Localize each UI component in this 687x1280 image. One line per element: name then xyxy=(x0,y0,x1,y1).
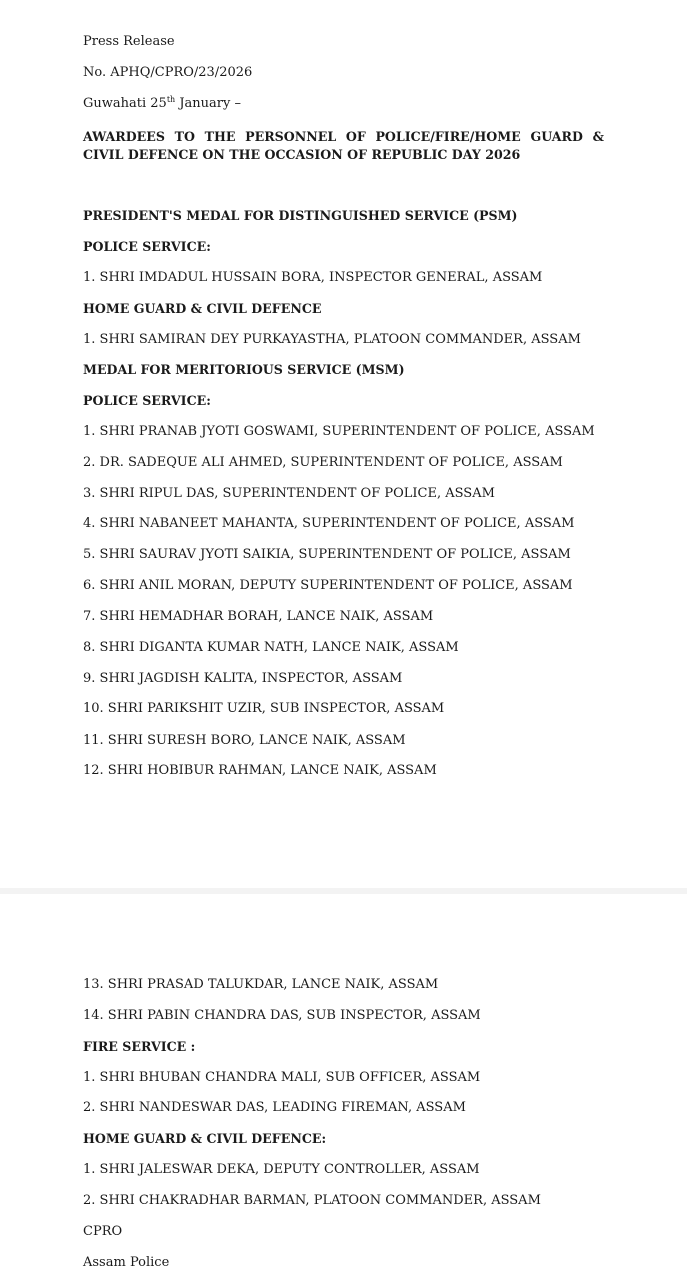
msm-homeguard-heading: HOME GUARD & CIVIL DEFENCE: xyxy=(83,1131,327,1146)
list-item: 1. SHRI PRANAB JYOTI GOSWAMI, SUPERINTENDENT OF POLICE, ASSAM xyxy=(83,424,595,439)
date-superscript: th xyxy=(166,95,176,104)
list-item: 8. SHRI DIGANTA KUMAR NATH, LANCE NAIK, ASSAM xyxy=(83,640,459,655)
signature-org: Assam Police xyxy=(83,1255,170,1270)
list-item: 11. SHRI SURESH BORO, LANCE NAIK, ASSAM xyxy=(83,733,406,748)
release-number: No. APHQ/CPRO/23/2026 xyxy=(83,65,253,80)
list-item: 5. SHRI SAURAV JYOTI SAIKIA, SUPERINTENDENT OF POLICE, ASSAM xyxy=(83,547,571,562)
signature-office: CPRO xyxy=(83,1224,123,1239)
list-item: 4. SHRI NABANEET MAHANTA, SUPERINTENDENT OF POLICE, ASSAM xyxy=(83,516,575,531)
psm-homeguard-heading: HOME GUARD & CIVIL DEFENCE xyxy=(83,301,322,316)
list-item: 6. SHRI ANIL MORAN, DEPUTY SUPERINTENDENT OF POLICE, ASSAM xyxy=(83,578,573,593)
list-item: 7. SHRI HEMADHAR BORAH, LANCE NAIK, ASSAM xyxy=(83,609,434,624)
list-item: 12. SHRI HOBIBUR RAHMAN, LANCE NAIK, ASSAM xyxy=(83,763,437,778)
psm-police-heading: POLICE SERVICE: xyxy=(83,239,211,254)
list-item: 3. SHRI RIPUL DAS, SUPERINTENDENT OF POLICE, ASSAM xyxy=(83,486,495,501)
list-item: 10. SHRI PARIKSHIT UZIR, SUB INSPECTOR, ASSAM xyxy=(83,701,445,716)
fire-service-heading: FIRE SERVICE : xyxy=(83,1039,196,1054)
msm-police-heading: POLICE SERVICE: xyxy=(83,393,211,408)
document-page-2 xyxy=(0,894,687,1280)
list-item: 1. SHRI IMDADUL HUSSAIN BORA, INSPECTOR GENERAL, ASSAM xyxy=(83,270,543,285)
press-release-label: Press Release xyxy=(83,34,175,49)
list-item: 2. DR. SADEQUE ALI AHMED, SUPERINTENDENT OF POLICE, ASSAM xyxy=(83,455,563,470)
psm-heading: PRESIDENT'S MEDAL FOR DISTINGUISHED SERVICE (PSM) xyxy=(83,208,518,223)
list-item: 1. SHRI SAMIRAN DEY PURKAYASTHA, PLATOON COMMANDER, ASSAM xyxy=(83,332,581,347)
msm-heading: MEDAL FOR MERITORIOUS SERVICE (MSM) xyxy=(83,362,405,377)
list-item: 1. SHRI BHUBAN CHANDRA MALI, SUB OFFICER, ASSAM xyxy=(83,1070,481,1085)
document-title: AWARDEES TO THE PERSONNEL OF POLICE/FIRE/HOME GUARD & CIVIL DEFENCE ON THE OCCASION OF REPUBLIC DAY 2026 xyxy=(83,129,604,162)
list-item: 14. SHRI PABIN CHANDRA DAS, SUB INSPECTOR, ASSAM xyxy=(83,1008,481,1023)
release-date xyxy=(83,96,241,112)
list-item: 9. SHRI JAGDISH KALITA, INSPECTOR, ASSAM xyxy=(83,671,403,686)
list-item: 2. SHRI NANDESWAR DAS, LEADING FIREMAN, ASSAM xyxy=(83,1100,466,1115)
list-item: 2. SHRI CHAKRADHAR BARMAN, PLATOON COMMANDER, ASSAM xyxy=(83,1193,541,1208)
list-item: 13. SHRI PRASAD TALUKDAR, LANCE NAIK, ASSAM xyxy=(83,977,439,992)
date-month: January – xyxy=(175,96,241,111)
date-place: Guwahati 25 xyxy=(83,96,167,111)
list-item: 1. SHRI JALESWAR DEKA, DEPUTY CONTROLLER, ASSAM xyxy=(83,1162,480,1177)
